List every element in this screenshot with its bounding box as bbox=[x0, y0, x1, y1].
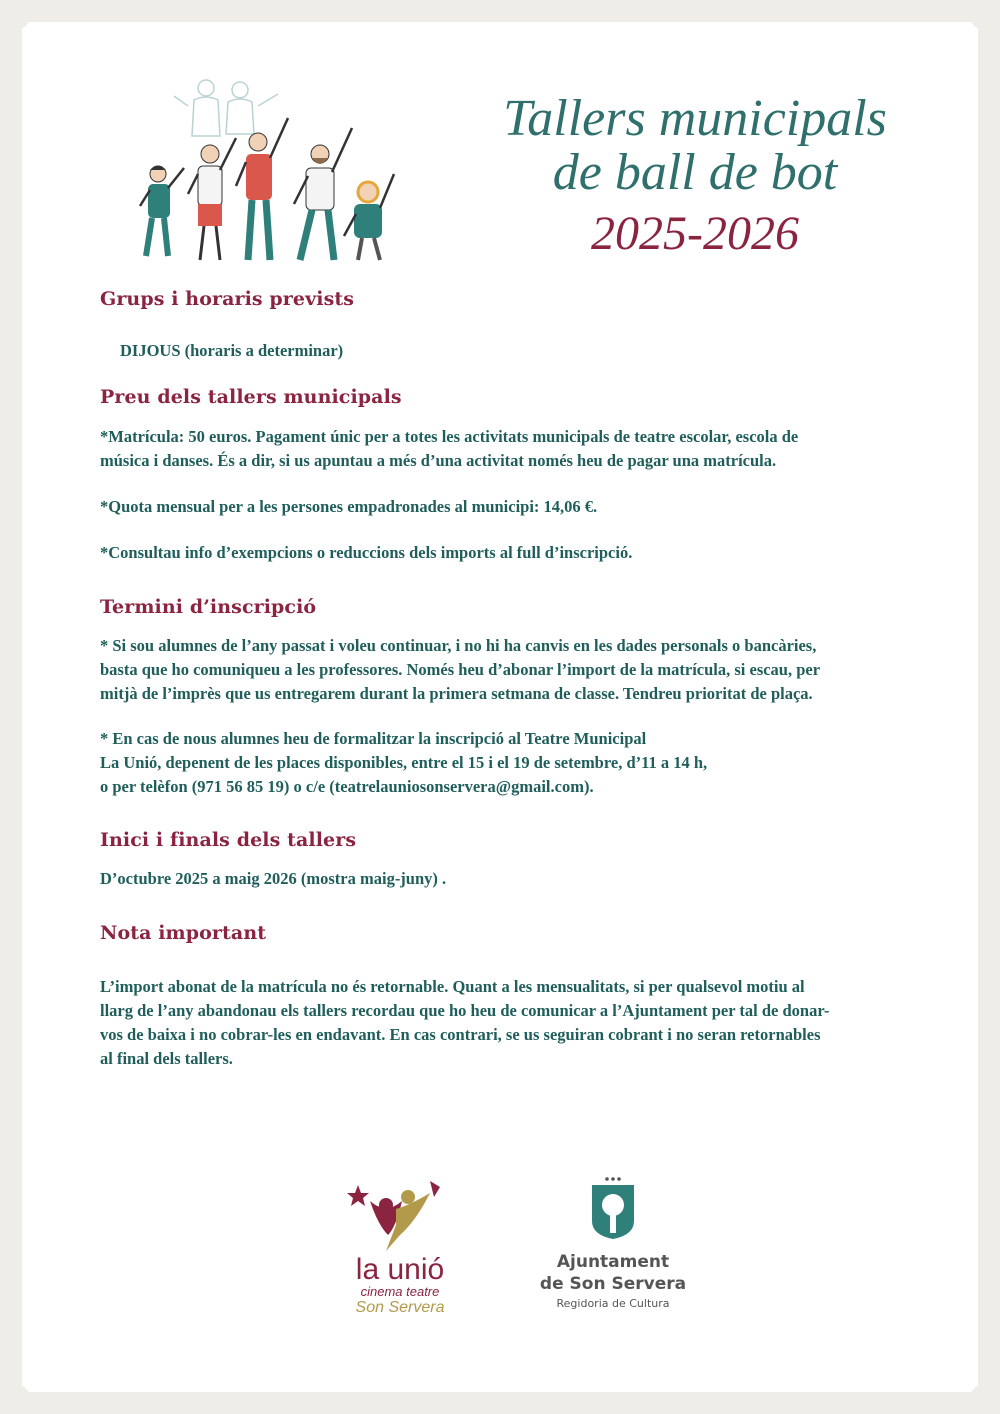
corner-decoration bbox=[13, 1383, 31, 1401]
deadline-p1-line2: basta que ho comuniqueu a les professores. Només heu d’abonar l’import de la matrícula, si escau, per bbox=[100, 660, 821, 679]
note-paragraph bbox=[100, 975, 900, 1071]
price-paragraph-1 bbox=[100, 425, 900, 473]
dates-heading: Inici i finals dels tallers bbox=[100, 829, 357, 851]
note-line2: llarg de l’any abandonau els tallers recordau que ho heu de comunicar a l’Ajuntament per tal de donar- bbox=[100, 1001, 830, 1020]
title-line-2: de ball de bot bbox=[552, 144, 838, 201]
ajuntament-line1: Ajuntament bbox=[556, 1252, 670, 1272]
dancer-figure bbox=[236, 118, 288, 260]
note-line1: L’import abonat de la matrícula no és retornable. Quant a les mensualitats, si per qualsevol motiu al bbox=[100, 977, 805, 996]
price-p3: *Consultau info d’exempcions o reduccions dels imports al full d’inscripció. bbox=[100, 543, 633, 562]
dancer-figure bbox=[188, 138, 236, 260]
title-line-1: Tallers municipals bbox=[503, 90, 887, 147]
dancers-illustration bbox=[128, 66, 408, 262]
corner-decoration bbox=[969, 13, 987, 31]
ajuntament-line3: Regidoria de Cultura bbox=[556, 1297, 670, 1310]
groups-paragraph bbox=[120, 339, 920, 363]
poster-title bbox=[470, 92, 920, 264]
launio-sub: cinema teatre bbox=[360, 1284, 440, 1299]
deadline-paragraph-1 bbox=[100, 634, 900, 706]
note-line4: al final dels tallers. bbox=[100, 1049, 233, 1068]
groups-heading: Grups i horaris prevists bbox=[100, 288, 355, 310]
deadline-p2-line3: o per telèfon (971 56 85 19) o c/e (teatrelauniosonservera@gmail.com). bbox=[100, 777, 594, 796]
price-p1-line1: *Matrícula: 50 euros. Pagament únic per a totes les activitats municipals de teatre escolar, escola de bbox=[100, 427, 799, 446]
price-heading: Preu dels tallers municipals bbox=[100, 386, 402, 408]
dates-paragraph bbox=[100, 867, 900, 891]
dancer-figure bbox=[140, 166, 184, 256]
corner-decoration bbox=[969, 1383, 987, 1401]
note-heading: Nota important bbox=[100, 922, 267, 944]
note-line3: vos de baixa i no cobrar-les en endavant. En cas contrari, se us seguiran cobrant i no seran retornables bbox=[100, 1025, 821, 1044]
launio-dancers-icon bbox=[330, 1175, 470, 1255]
ajuntament-logo bbox=[530, 1175, 696, 1313]
launio-name: la unió bbox=[355, 1253, 445, 1286]
groups-text: DIJOUS (horaris a determinar) bbox=[120, 341, 344, 360]
dates-text: D’octubre 2025 a maig 2026 (mostra maig-juny) . bbox=[100, 869, 447, 888]
price-p1-line2: música i danses. És a dir, si us apuntau a més d’una activitat només heu de pagar una matrícula. bbox=[100, 451, 777, 470]
launio-logo bbox=[330, 1175, 470, 1317]
ajuntament-shield-icon bbox=[530, 1175, 696, 1247]
deadline-p2-line2: La Unió, depenent de les places disponibles, entre el 15 i el 19 de setembre, d’11 a 14 h, bbox=[100, 753, 708, 772]
corner-decoration bbox=[13, 13, 31, 31]
deadline-p1-line3: mitjà de l’imprès que us entregarem durant la primera setmana de classe. Tendreu prioritat de plaça. bbox=[100, 684, 813, 703]
dancer-figure bbox=[344, 174, 394, 260]
deadline-paragraph-2 bbox=[100, 727, 900, 799]
launio-place: Son Servera bbox=[355, 1299, 445, 1316]
title-year: 2025-2026 bbox=[591, 207, 799, 260]
price-p2: *Quota mensual per a les persones empadronades al municipi: 14,06 €. bbox=[100, 497, 598, 516]
price-paragraph-2 bbox=[100, 495, 900, 519]
dancer-figure bbox=[294, 128, 352, 260]
ajuntament-line2: de Son Servera bbox=[539, 1274, 687, 1294]
deadline-p2-line1: * En cas de nous alumnes heu de formalitzar la inscripció al Teatre Municipal bbox=[100, 729, 647, 748]
deadline-p1-line1: * Si sou alumnes de l’any passat i voleu continuar, i no hi ha canvis en les dades personals o bancàries, bbox=[100, 636, 817, 655]
deadline-heading: Termini d’inscripció bbox=[100, 596, 317, 618]
price-paragraph-3 bbox=[100, 541, 900, 565]
